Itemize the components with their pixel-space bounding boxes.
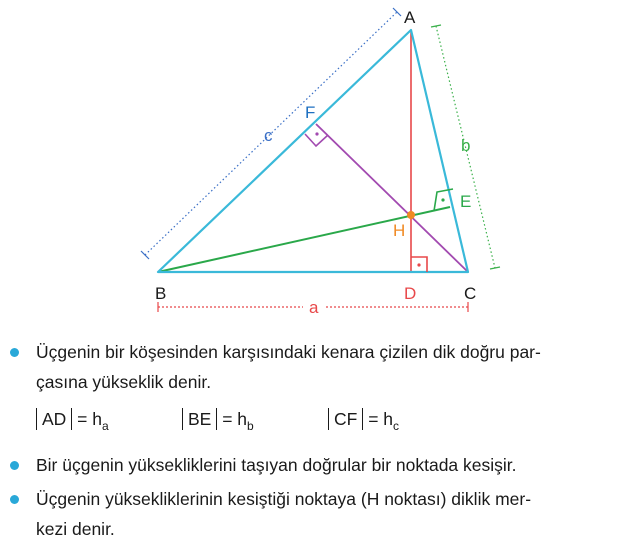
formula-be-sub: b	[247, 419, 254, 433]
formula-cf-sub: c	[393, 419, 400, 433]
formula-be	[182, 408, 254, 433]
vertex-label-b: B	[155, 284, 167, 303]
foot-label-d: D	[404, 284, 417, 303]
formula-cf	[328, 408, 399, 433]
foot-label-e: E	[460, 192, 472, 211]
side-label-c: c	[264, 126, 273, 145]
altitude-cf	[316, 124, 471, 272]
formula-ad	[36, 408, 109, 433]
formula-ad-eq: = h	[72, 409, 102, 429]
dimension-tick-c-start	[141, 251, 149, 259]
triangle-abc	[158, 30, 471, 272]
side-label-b: b	[461, 136, 471, 155]
segment-cf: CF	[328, 408, 363, 430]
bullet-3-line-1: Üçgenin yüksekliklerinin kesiştiği noktaya (H noktası) diklik mer-	[36, 489, 532, 509]
vertex-label-c: C	[464, 284, 477, 303]
bullet-2-text: Bir üçgenin yüksekliklerini taşıyan doğrular bir noktada kesişir.	[36, 455, 517, 475]
formula-ad-sub: a	[102, 419, 109, 433]
foot-label-f: F	[305, 103, 316, 122]
formula-cf-eq: = h	[363, 409, 394, 429]
bullet-1-line-1: Üçgenin bir köşesinden karşısındaki kenara çizilen dik doğru par-	[36, 342, 541, 362]
dimension-tick-c-end	[393, 8, 401, 16]
orthocenter-point-h	[407, 211, 415, 219]
bullet-3-line-2: kezi denir.	[36, 519, 115, 539]
bullet-3	[10, 495, 19, 504]
formula-be-eq: = h	[217, 409, 248, 429]
right-angle-marker-f	[305, 132, 328, 146]
bullet-1	[10, 348, 19, 357]
vertex-label-a: A	[404, 8, 416, 27]
right-angle-marker-d	[411, 257, 427, 272]
segment-be: BE	[182, 408, 217, 430]
bullet-1-line-2: çasına yükseklik denir.	[36, 372, 212, 392]
side-label-a: a	[309, 298, 319, 317]
bullet-2	[10, 461, 19, 470]
orthocenter-label-h: H	[393, 221, 406, 240]
altitude-be	[158, 207, 450, 272]
segment-ad: AD	[36, 408, 72, 430]
